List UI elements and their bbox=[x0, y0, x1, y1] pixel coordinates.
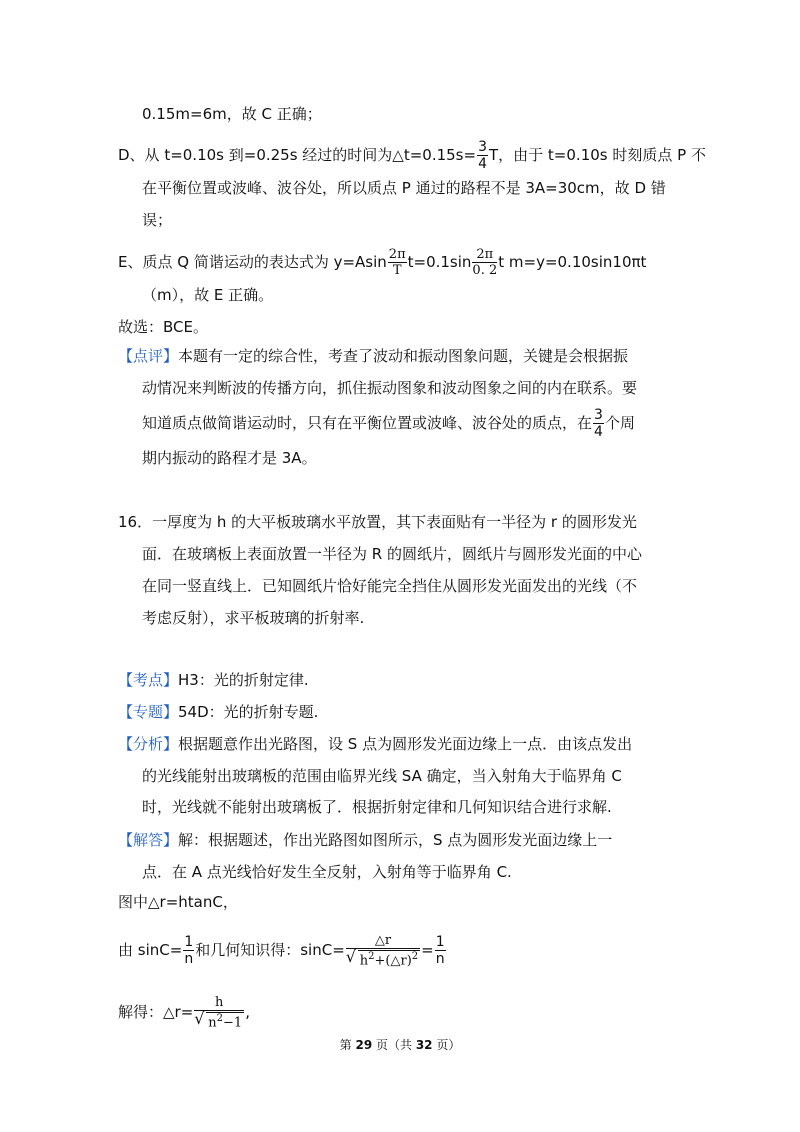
text-run: 解得：△r= bbox=[118, 1003, 194, 1022]
text-line: 期内振动的路程才是 3A。 bbox=[142, 449, 317, 467]
text-line bbox=[118, 702, 318, 722]
text-run: 根据题意作出光路图，设 S 点为圆形发光面边缘上一点．由该点发出 bbox=[178, 735, 633, 753]
text-run: D、从 t=0.10s 到=0.25s 经过的时间为△t=0.15s= bbox=[118, 146, 477, 164]
footer-text: 第 bbox=[339, 1038, 356, 1052]
footer-text: 页（共 bbox=[372, 1038, 416, 1052]
fraction-denominator: T bbox=[392, 263, 402, 278]
text-line: 故选：BCE。 bbox=[118, 318, 208, 336]
fraction-numerator: △r bbox=[346, 934, 420, 949]
text-run: H3：光的折射定律. bbox=[178, 671, 309, 689]
total-pages: 32 bbox=[415, 1038, 433, 1052]
fraction-denominator: 4 bbox=[594, 424, 603, 440]
fraction bbox=[477, 140, 488, 171]
text-run: 和几何知识得：sinC= bbox=[195, 941, 345, 960]
text-line bbox=[118, 670, 309, 690]
superscript: 2 bbox=[368, 951, 375, 962]
page-footer bbox=[0, 1036, 800, 1053]
text-line: 时，光线就不能射出玻璃板了．根据折射定律和几何知识结合进行求解. bbox=[142, 798, 612, 816]
fraction-numerator: 1 bbox=[435, 934, 445, 951]
text-run: = bbox=[421, 941, 434, 960]
text-line bbox=[118, 830, 612, 850]
fraction-numerator: h bbox=[194, 996, 244, 1011]
text-run: 知道质点做简谐运动时，只有在平衡位置或波峰、波谷处的质点，在 bbox=[142, 414, 593, 432]
text-run: E、质点 Q 简谐运动的表达式为 y=Asin bbox=[118, 253, 387, 271]
fraction-numerator: 1 bbox=[184, 934, 194, 951]
fraction bbox=[435, 935, 446, 966]
text-run: t=0.1sin bbox=[407, 253, 472, 271]
text-line bbox=[118, 346, 628, 366]
text-run: 54D：光的折射专题. bbox=[178, 703, 319, 721]
text-line: 图中△r=htanC， bbox=[118, 893, 238, 911]
text-line: 在平衡位置或波峰、波谷处，所以质点 P 通过的路程不是 3A=30cm，故 D 错 bbox=[142, 179, 666, 197]
text-run: +(△r) bbox=[374, 953, 412, 969]
text-line bbox=[118, 248, 646, 277]
text-run: 由 sinC= bbox=[118, 941, 183, 960]
footer-text: 页） bbox=[432, 1038, 461, 1052]
question-line: 考虑反射），求平板玻璃的折射率. bbox=[142, 609, 365, 627]
fraction bbox=[593, 408, 604, 439]
fraction-denominator bbox=[194, 1011, 244, 1029]
question-line: 面．在玻璃板上表面放置一半径为 R 的圆纸片，圆纸片与圆形发光面的中心 bbox=[142, 545, 642, 563]
page-number: 29 bbox=[355, 1038, 373, 1052]
section-tag: 【解答】 bbox=[118, 831, 179, 849]
text-line: （m），故 E 正确。 bbox=[142, 286, 274, 304]
text-run: −1 bbox=[223, 1015, 243, 1031]
text-run: 解：根据题述，作出光路图如图所示，S 点为圆形发光面边缘上一 bbox=[178, 831, 613, 849]
section-tag: 【分析】 bbox=[118, 735, 179, 753]
text-line: 误； bbox=[142, 211, 173, 229]
text-line bbox=[142, 408, 635, 439]
text-line bbox=[118, 734, 632, 754]
text-line: 的光线能射出玻璃板的范围由临界光线 SA 确定，当入射角大于临界角 C bbox=[142, 767, 622, 785]
fraction-denominator: n bbox=[435, 951, 445, 968]
fraction-denominator: 0. 2 bbox=[472, 263, 498, 278]
text-run: n bbox=[208, 1015, 217, 1031]
fraction-numerator: 2π bbox=[388, 247, 406, 262]
text-line: 0.15m=6m，故 C 正确； bbox=[142, 105, 322, 123]
superscript: 2 bbox=[216, 1013, 224, 1024]
question-line: 在同一竖直线上．已知圆纸片恰好能完全挡住从圆形发光面发出的光线（不 bbox=[142, 577, 638, 595]
fraction-numerator: 3 bbox=[478, 139, 487, 155]
fraction bbox=[183, 935, 194, 966]
fraction bbox=[346, 934, 420, 967]
text-run: t m=y=0.10sin10πt bbox=[498, 253, 647, 271]
equation-line bbox=[118, 996, 250, 1029]
question-line: 16．一厚度为 h 的大平板玻璃水平放置，其下表面贴有一半径为 r 的圆形发光 bbox=[118, 513, 637, 531]
fraction bbox=[472, 248, 497, 277]
section-tag: 【考点】 bbox=[118, 671, 179, 689]
fraction-numerator: 3 bbox=[594, 407, 603, 423]
text-line: 点．在 A 点光线恰好发生全反射，入射角等于临界角 C. bbox=[142, 863, 512, 881]
text-run: T，由于 t=0.10s 时刻质点 P 不 bbox=[489, 146, 706, 164]
text-line bbox=[118, 140, 706, 171]
fraction-denominator bbox=[346, 949, 420, 967]
section-tag: 【点评】 bbox=[118, 347, 179, 365]
fraction-denominator: n bbox=[184, 951, 194, 968]
superscript: 2 bbox=[411, 951, 419, 962]
fraction bbox=[194, 996, 244, 1029]
text-run: , bbox=[245, 1003, 250, 1022]
fraction-numerator: 2π bbox=[472, 248, 497, 263]
sqrt-radical bbox=[206, 1012, 244, 1029]
section-tag: 【专题】 bbox=[118, 703, 179, 721]
text-run: 个周 bbox=[604, 414, 635, 432]
fraction bbox=[388, 248, 407, 277]
text-run: 本题有一定的综合性，考查了波动和振动图象问题，关键是会根据振 bbox=[178, 347, 629, 365]
sqrt-radical bbox=[358, 950, 420, 967]
fraction-denominator: 4 bbox=[478, 156, 487, 172]
equation-line bbox=[118, 934, 447, 967]
text-run: h bbox=[359, 953, 369, 969]
text-line: 动情况来判断波的传播方向，抓住振动图象和波动图象之间的内在联系。要 bbox=[142, 379, 638, 397]
